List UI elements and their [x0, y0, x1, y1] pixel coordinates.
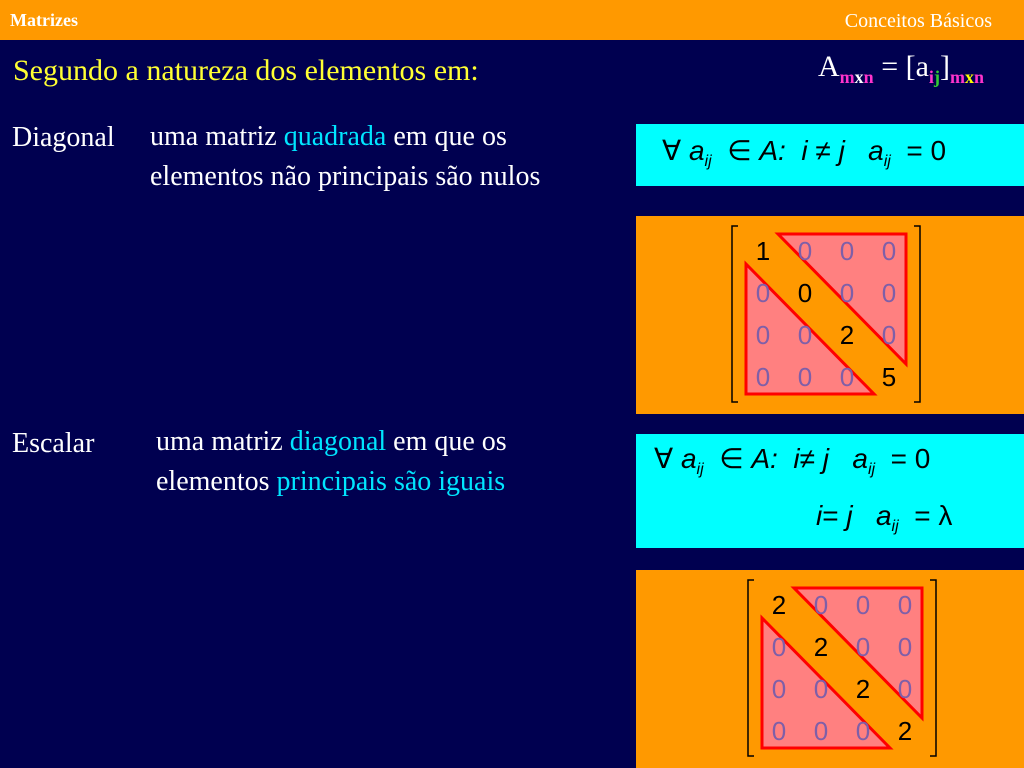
matrix-cell: 0: [839, 362, 855, 392]
matrix-cell: 0: [813, 590, 829, 620]
matrix-cell: 0: [897, 632, 913, 662]
left-bracket: [748, 580, 754, 756]
matrix-cell: 2: [855, 674, 871, 704]
header-title: Matrizes: [10, 10, 78, 30]
right-bracket: [930, 580, 936, 756]
term-diagonal: Diagonal: [12, 122, 115, 153]
matrix-cell: 0: [813, 674, 829, 704]
matrix-cell: 2: [897, 716, 913, 746]
matrix-cell: 0: [755, 362, 771, 392]
slide-subtitle: Segundo a natureza dos elementos em:: [13, 54, 479, 87]
matrix-cell: 0: [897, 590, 913, 620]
matrix-cell: 0: [771, 716, 787, 746]
matrix-cell: 0: [797, 236, 813, 266]
matrix-cell: 0: [797, 320, 813, 350]
matrix-cell: 0: [839, 278, 855, 308]
formula-escalar: ∀ $a_{ij}$ ∈ A: i≠ j $a_{ij} = 0$ i= j $a_{ij} = \lambda$: [636, 434, 1024, 548]
matrix-cell: 5: [881, 362, 897, 392]
definition-escalar: uma matriz diagonal em que os elementos principais são iguais: [156, 426, 507, 497]
matrix-cell: 0: [797, 362, 813, 392]
matrix-cell: 0: [771, 674, 787, 704]
top-bar: [0, 0, 1024, 40]
matrix-notation: $A_{mxn} = [a_{ij}]_{mxn}$: [818, 50, 984, 87]
header-section: Conceitos Básicos: [844, 10, 992, 32]
matrix-cell: 0: [839, 236, 855, 266]
matrix-diagonal-example: [636, 216, 1024, 414]
right-bracket: [914, 226, 920, 402]
matrix-escalar-example: [636, 570, 1024, 768]
matrix-cell: 2: [771, 590, 787, 620]
matrix-cell: 0: [897, 674, 913, 704]
left-bracket: [732, 226, 738, 402]
matrix-cell: 0: [855, 716, 871, 746]
matrix-cell: 0: [755, 278, 771, 308]
matrix-cell: 0: [813, 716, 829, 746]
matrix-cell: 1: [755, 236, 771, 266]
matrix-cell: 0: [855, 590, 871, 620]
definition-diagonal: uma matriz quadrada em que os elementos não principais são nulos: [150, 121, 541, 192]
formula-diagonal: ∀ $a_{ij}$ ∈ A: i ≠ j $a_{ij} = 0$: [636, 124, 1024, 186]
matrix-cell: 0: [881, 236, 897, 266]
matrix-cell: 0: [771, 632, 787, 662]
matrix-cell: 2: [813, 632, 829, 662]
matrix-cell: 0: [755, 320, 771, 350]
matrix-cell: 0: [881, 278, 897, 308]
matrix-cell: 2: [839, 320, 855, 350]
matrix-cell: 0: [881, 320, 897, 350]
term-escalar: Escalar: [12, 428, 95, 459]
matrix-cell: 0: [797, 278, 813, 308]
matrix-cell: 0: [855, 632, 871, 662]
